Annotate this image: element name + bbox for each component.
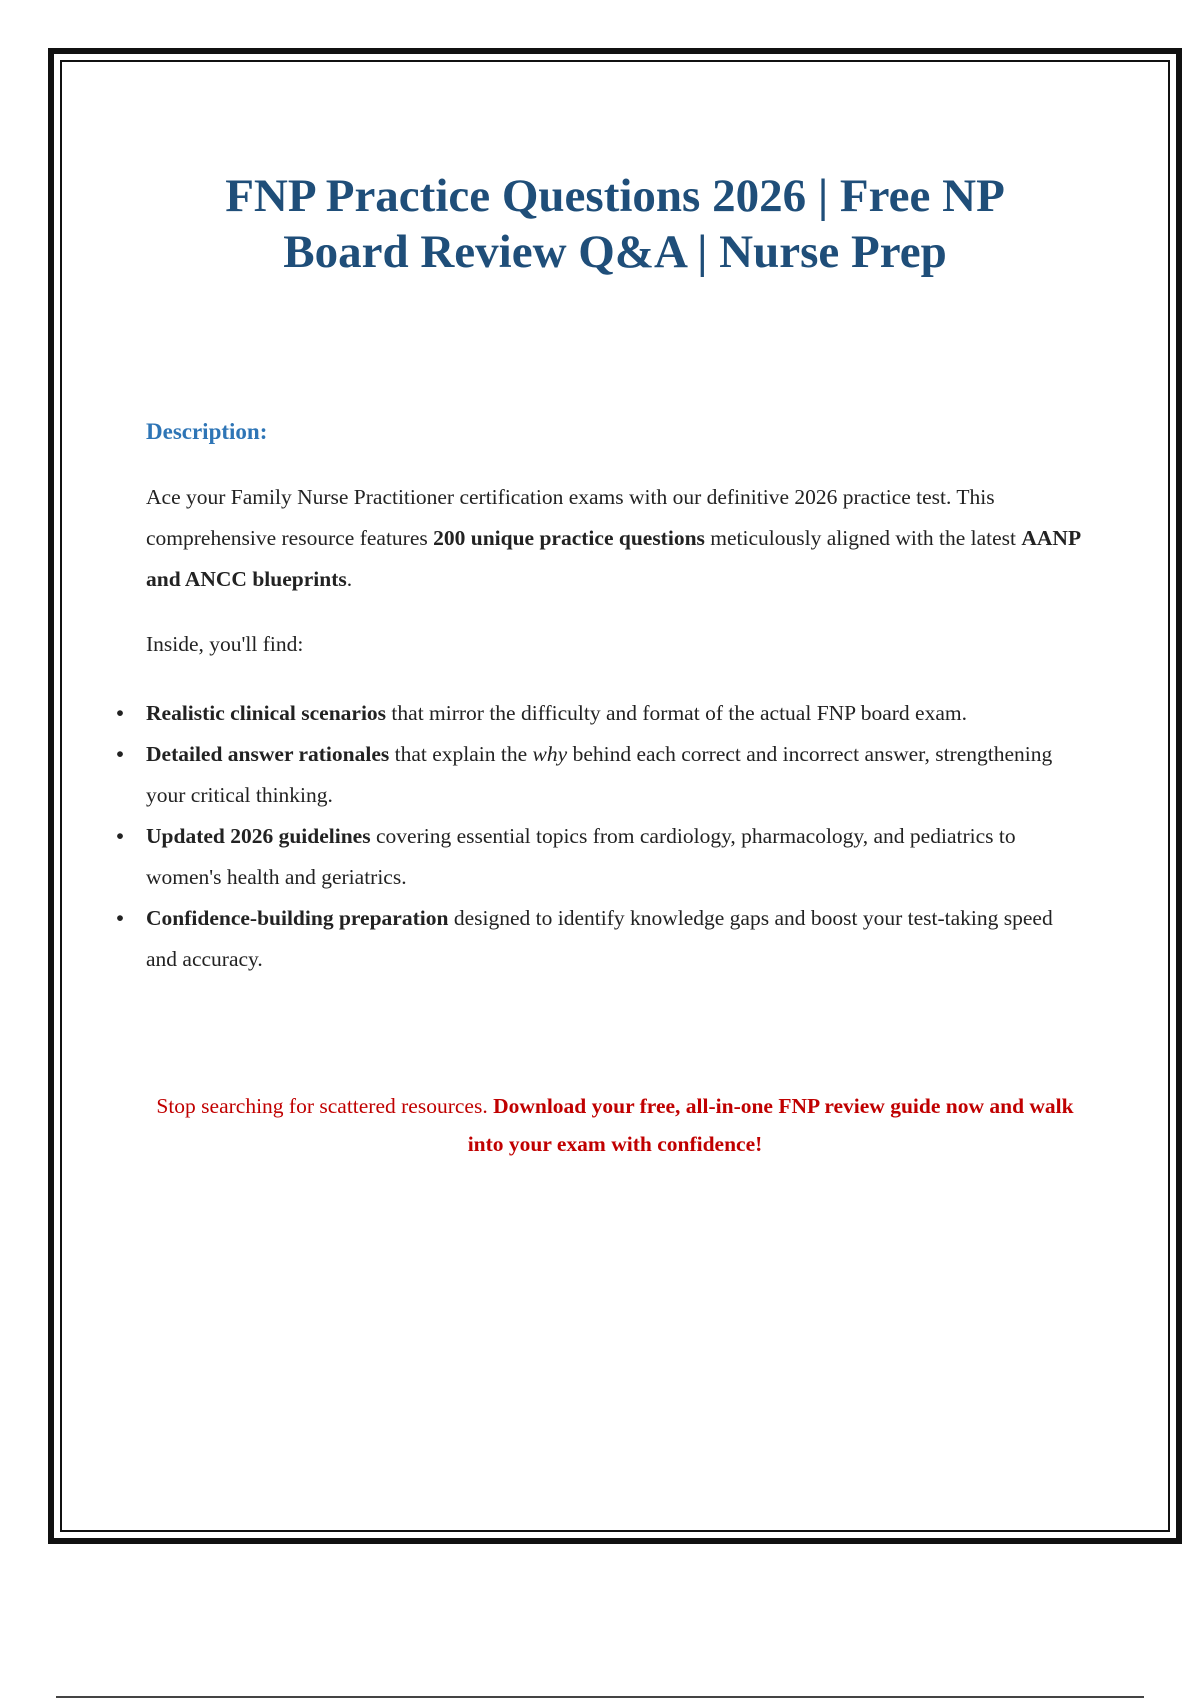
intro-text-2: meticulously aligned with the latest xyxy=(704,526,1022,550)
bullet-icon: • xyxy=(116,906,124,930)
bullet-text: designed to identify knowledge gaps and boost your test-taking speed and accuracy. xyxy=(146,906,1053,971)
document-body xyxy=(116,416,1086,980)
intro-bold-blueprints: AANP and ANCC blueprints xyxy=(146,526,1080,591)
list-item xyxy=(116,898,1086,980)
list-item xyxy=(116,816,1086,898)
bullet-text: that explain the xyxy=(389,742,533,766)
document-title xyxy=(150,168,1080,280)
title-line-2: Board Review Q&A | Nurse Prep xyxy=(283,226,947,278)
inside-paragraph: Inside, you'll find: xyxy=(146,632,304,656)
bullet-text: covering essential topics from cardiology, pharmacology, and pediatrics to women's health and geriatrics. xyxy=(146,824,1016,889)
footer-divider xyxy=(56,1696,1144,1698)
intro-bold-questions: 200 unique practice questions xyxy=(433,526,705,550)
call-to-action xyxy=(150,1087,1080,1163)
bullet-bold: Detailed answer rationales xyxy=(146,742,390,766)
bullet-italic: why xyxy=(532,742,568,766)
bullet-bold: Realistic clinical scenarios xyxy=(146,701,387,725)
bullet-icon: • xyxy=(116,701,124,725)
list-item xyxy=(116,734,1086,816)
bullet-bold: Confidence-building preparation xyxy=(146,906,449,930)
list-item xyxy=(116,693,1086,734)
bullet-icon: • xyxy=(116,742,124,766)
bullet-bold: Updated 2026 guidelines xyxy=(146,824,371,848)
bullet-text: that mirror the difficulty and format of the actual FNP board exam. xyxy=(386,701,967,725)
cta-text: Stop searching for scattered resources. xyxy=(156,1094,494,1118)
bullet-text: behind each correct and incorrect answer, strengthening your critical thinking. xyxy=(146,742,1053,807)
description-label: Description: xyxy=(146,419,268,444)
intro-paragraph xyxy=(146,477,1086,600)
intro-text-3: . xyxy=(346,567,353,591)
title-line-1: FNP Practice Questions 2026 | Free NP xyxy=(225,170,1005,222)
feature-list xyxy=(116,693,1086,980)
bullet-icon: • xyxy=(116,824,124,848)
intro-text-1: Ace your Family Nurse Practitioner certification exams with our definitive 2026 practice test. This comprehensive resource features xyxy=(146,485,995,550)
cta-bold-text: Download your free, all-in-one FNP review guide now and walk into your exam with confidence! xyxy=(467,1094,1074,1156)
